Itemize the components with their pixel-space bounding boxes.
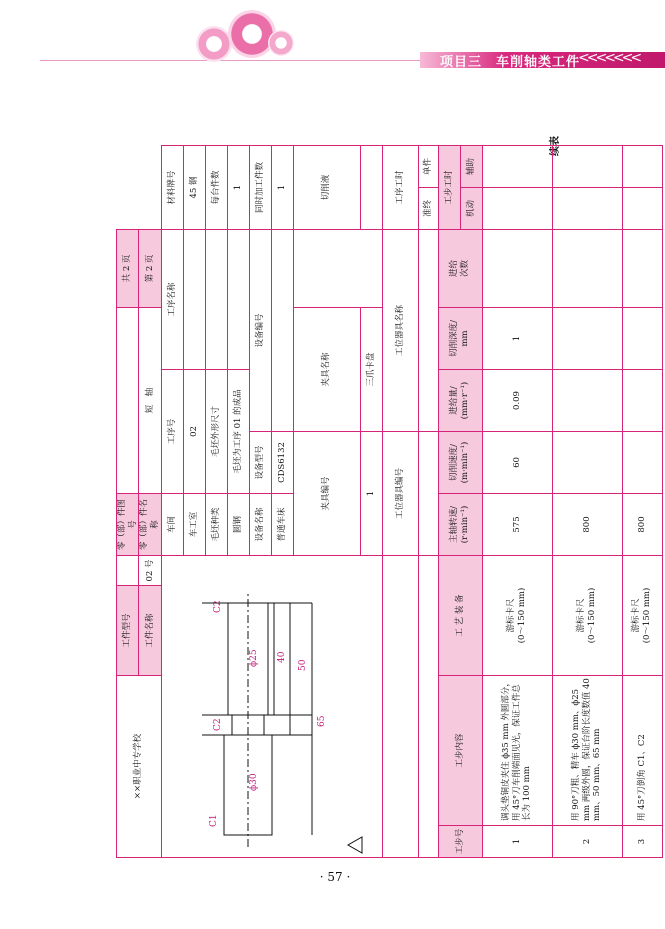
gear-icon — [268, 30, 294, 56]
page-number: · 57 · — [319, 870, 351, 884]
step-feed — [622, 370, 662, 432]
fixture-no-value: 1 — [360, 432, 382, 556]
equip-model-value: CDS6132 — [271, 432, 293, 494]
part-type-value — [117, 556, 139, 586]
step-equip: 游标卡尺 (0～150 mm) — [552, 556, 622, 676]
pieces-value: 1 — [227, 145, 249, 229]
step-row — [552, 145, 622, 857]
col-equip: 工 艺 装 备 — [438, 556, 482, 676]
coolant-value — [360, 145, 382, 229]
step-aux — [552, 145, 622, 187]
blank-spacer-2 — [227, 229, 249, 369]
dim-d30: ϕ30 — [248, 773, 259, 791]
page-header — [0, 0, 665, 82]
concurrent-label: 同时加工件数 — [249, 145, 271, 229]
blank-size-value: 毛坯为工序 01 的成品 — [227, 370, 249, 494]
part-comp-name-value: 短 轴 — [139, 307, 161, 493]
equip-no-value — [271, 229, 293, 431]
material-value: 45 钢 — [183, 145, 205, 229]
step-no: 2 — [552, 826, 622, 858]
part-name-label: 工件名称 — [139, 586, 161, 676]
fixture-name-value: 三爪卡盘 — [360, 307, 382, 431]
step-equip: 游标卡尺 (0～150 mm) — [622, 556, 662, 676]
fixture-spacer — [293, 229, 382, 307]
dim-d25: ϕ25 — [248, 649, 259, 667]
gear-icon — [228, 10, 276, 58]
page-no: 第 2 页 — [139, 229, 161, 307]
equip-name-label: 设备名称 — [249, 494, 271, 556]
datum-triangle-icon — [348, 837, 362, 853]
step-aux — [622, 145, 662, 187]
col-speed: 主轴转速/ (r·min⁻¹) — [438, 494, 482, 556]
step-no: 1 — [482, 826, 552, 858]
col-aux: 辅助 — [460, 145, 482, 187]
part-drawing-cell — [161, 556, 382, 858]
step-row — [622, 145, 662, 857]
drawing-no-label: 零（部）件图号 — [117, 494, 139, 556]
gear-icon — [196, 26, 232, 62]
process-no-label: 工序号 — [161, 370, 183, 494]
drawing-filler-2 — [418, 556, 438, 858]
step-depth — [552, 307, 622, 369]
step-cut — [552, 432, 622, 494]
step-feed — [552, 370, 622, 432]
step-machine — [482, 187, 552, 229]
header-rule — [40, 60, 430, 61]
school-name: ××职业中专学校 — [117, 676, 162, 858]
fixture-name-label: 夹具名称 — [293, 307, 360, 431]
step-passes — [622, 229, 662, 307]
step-machine — [552, 187, 622, 229]
process-no-value: 02 — [183, 370, 205, 494]
step-machine — [622, 187, 662, 229]
step-depth: 1 — [482, 307, 552, 369]
coolant-label: 切削液 — [293, 145, 360, 229]
station-name-label: 工位器具名称 — [382, 229, 418, 431]
shaft-drawing — [162, 585, 382, 857]
blank-size-label: 毛坯外形尺寸 — [205, 370, 227, 494]
step-feed: 0.09 — [482, 370, 552, 432]
step-speed: 800 — [622, 494, 662, 556]
step-cut: 60 — [482, 432, 552, 494]
step-cut — [622, 432, 662, 494]
equip-name-value: 普通车床 — [271, 494, 293, 556]
process-name-value — [183, 229, 205, 369]
workshop-label: 车间 — [161, 494, 183, 556]
step-content: 用 90°刀粗、精车 ϕ30 mm、ϕ25 mm 两级外圆，保证台阶长度数值 40 mm、50 mm、65 mm — [552, 676, 622, 826]
step-speed: 575 — [482, 494, 552, 556]
equip-model-label: 设备型号 — [249, 432, 271, 494]
step-content: 调头垫铜皮夹住 ϕ35 mm 外圆部分，用 45°刀车削端面见光，保证工件总长为 100 mm — [482, 676, 552, 826]
process-card — [116, 157, 665, 858]
chamfer-c1: C1 — [208, 814, 219, 827]
equip-no-label: 设备编号 — [249, 229, 271, 431]
col-content: 工步内容 — [438, 676, 482, 826]
chevron-icon: <<<<<<< — [578, 50, 640, 66]
part-type-label: 工件型号 — [117, 586, 139, 676]
station-no-value — [418, 432, 438, 556]
dim-50: 50 — [297, 659, 308, 671]
col-depth: 切削深度/ mm — [438, 307, 482, 369]
station-no-label: 工位器具编号 — [382, 432, 418, 556]
time-label: 工序工时 — [382, 145, 418, 229]
step-row — [482, 145, 552, 857]
fixture-no-label: 夹具编号 — [293, 432, 360, 556]
chamfer-c2-end: C2 — [212, 600, 223, 613]
drawing-filler — [382, 556, 418, 858]
blank-type-label: 毛坯种类 — [205, 494, 227, 556]
workshop-value: 车工室 — [183, 494, 205, 556]
step-passes — [552, 229, 622, 307]
pieces-label: 每台件数 — [205, 145, 227, 229]
total-pages: 共 2 页 — [117, 229, 139, 307]
step-depth — [622, 307, 662, 369]
step-equip: 游标卡尺 (0～150 mm) — [482, 556, 552, 676]
drawing-no-value — [117, 307, 139, 493]
unit-label: 单件 — [418, 145, 438, 187]
part-name-value: 02 号 — [139, 556, 161, 586]
step-passes — [482, 229, 552, 307]
continued-label: 续表 — [550, 136, 561, 156]
chamfer-c2: C2 — [212, 718, 223, 731]
step-speed: 800 — [552, 494, 622, 556]
col-feed: 进给量/ (mm·r⁻¹) — [438, 370, 482, 432]
station-name-value — [418, 229, 438, 431]
section-title: 项目三 车削轴类工件 — [440, 55, 581, 70]
col-machine: 机动 — [460, 187, 482, 229]
material-label: 材料牌号 — [161, 145, 183, 229]
process-card-table — [116, 145, 663, 858]
col-cut-speed: 切削速度/ (m·min⁻¹) — [438, 432, 482, 494]
part-comp-name-label: 零（部）件名称 — [139, 494, 161, 556]
step-content: 用 45°刀倒角 C1、C2 — [622, 676, 662, 826]
blank-spacer — [205, 229, 227, 369]
process-name-label: 工序名称 — [161, 229, 183, 369]
col-step-no: 工步号 — [438, 826, 482, 858]
step-no: 3 — [622, 826, 662, 858]
step-aux — [482, 145, 552, 187]
dim-40: 40 — [276, 651, 287, 663]
col-step-time: 工步工时 — [438, 145, 460, 229]
blank-type-value: 圆钢 — [227, 494, 249, 556]
concurrent-value: 1 — [271, 145, 293, 229]
prep-label: 准终 — [418, 187, 438, 229]
dim-65: 65 — [316, 715, 327, 727]
col-passes: 进给 次数 — [438, 229, 482, 307]
